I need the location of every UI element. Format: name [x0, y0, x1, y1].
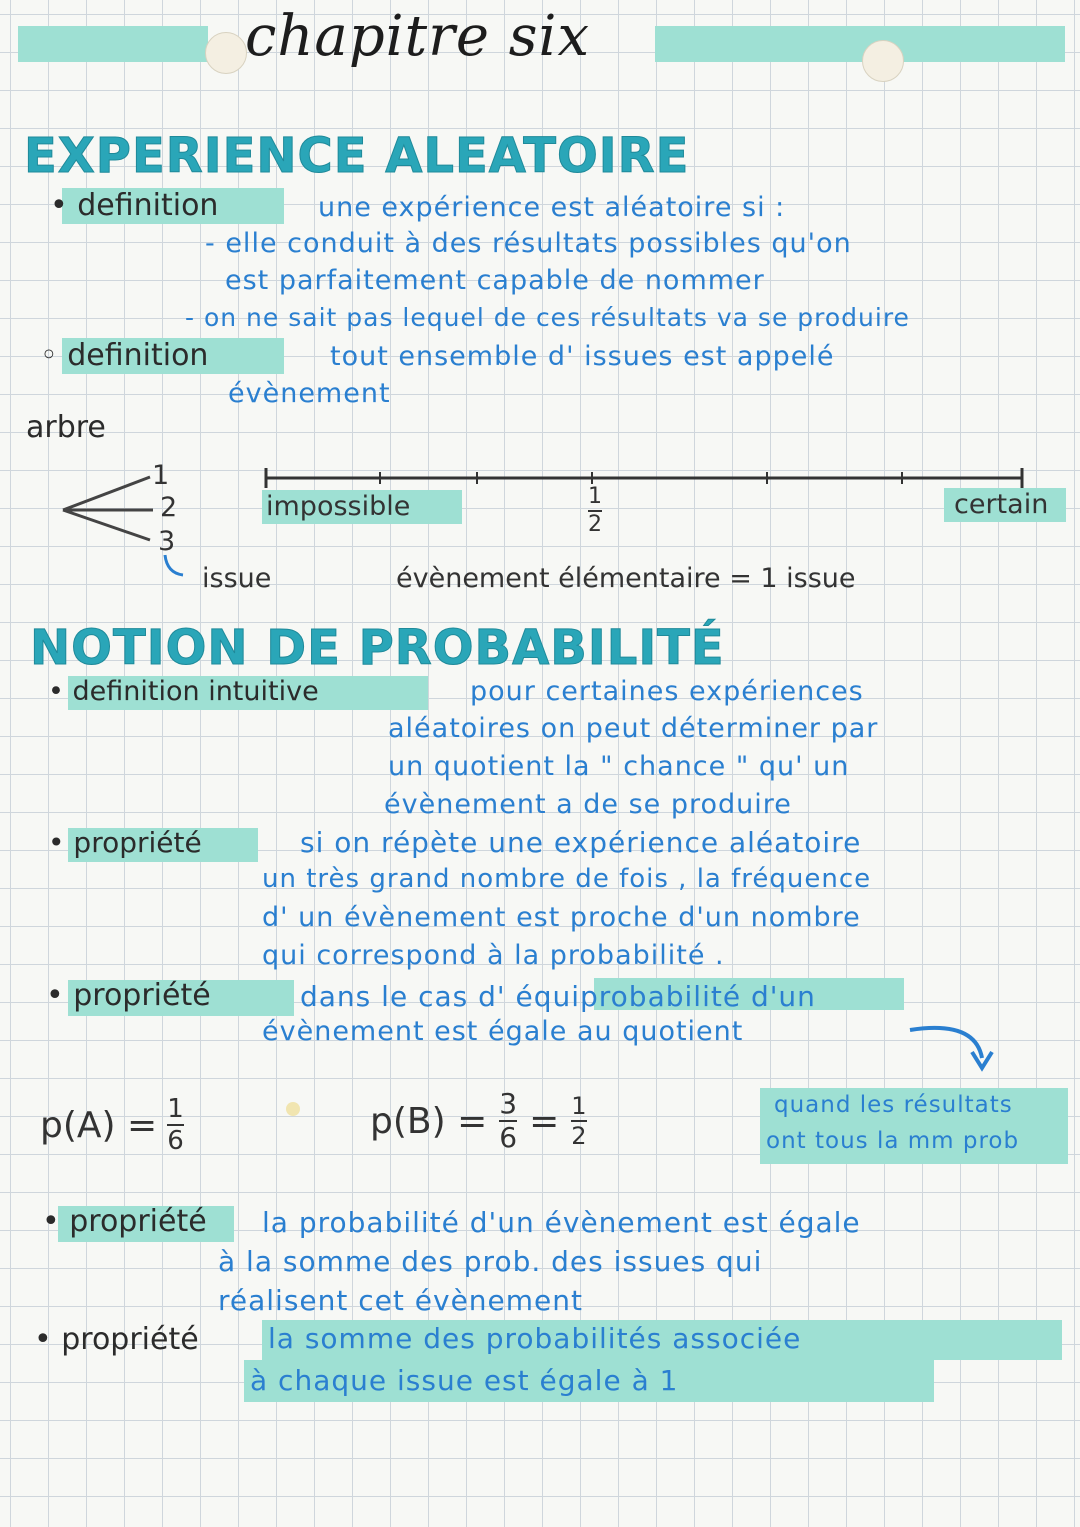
- prop4-line1: la somme des probabilités associée: [268, 1322, 802, 1355]
- binder-hole-left: [205, 32, 247, 74]
- scale-half-numerator: 1: [588, 484, 602, 509]
- tree-branch-1: 1: [152, 460, 170, 491]
- probability-scale-line: [262, 466, 1032, 490]
- arrow-to-note: [900, 1018, 1000, 1078]
- formula-b-equals: =: [529, 1100, 560, 1142]
- prop1-line3: d' un évènement est proche d'un nombre: [262, 902, 861, 933]
- formula-b-denominator2: 2: [571, 1122, 587, 1150]
- def-intuitive-line1: pour certaines expériences: [470, 676, 864, 707]
- prop1-line2: un très grand nombre de fois , la fréquence: [262, 864, 872, 894]
- scale-certain-label: certain: [954, 489, 1049, 520]
- prop3-line1: la probabilité d'un évènement est égale: [262, 1206, 861, 1239]
- prop1-line4: qui correspond à la probabilité .: [262, 940, 725, 971]
- formula-b-fraction2: [571, 1094, 586, 1148]
- tree-label: arbre: [26, 410, 106, 445]
- def1-label: • definition: [50, 188, 219, 223]
- prop2-line1: dans le cas d' équiprobabilité d'un: [300, 980, 816, 1013]
- formula-b-denominator1: 6: [499, 1121, 518, 1154]
- formula-b-fraction1: [499, 1087, 518, 1154]
- dot-decoration: [286, 1102, 300, 1116]
- formula-a-fraction: [167, 1096, 184, 1154]
- def1-line3: est parfaitement capable de nommer: [225, 265, 765, 296]
- tree-branch-3: 3: [158, 526, 176, 557]
- page-title: chapitre six: [245, 4, 591, 69]
- def1-line2: - elle conduit à des résultats possibles qu'on: [205, 228, 852, 259]
- def-intuitive-line2: aléatoires on peut déterminer par: [388, 713, 879, 744]
- formula-b: [370, 1087, 587, 1154]
- def1-line4: - on ne sait pas lequel de ces résultats va se produire: [185, 303, 910, 332]
- formula-a-numerator: 1: [167, 1094, 184, 1124]
- prop3-line3: réalisent cet évènement: [218, 1284, 584, 1317]
- formula-b-numerator1: 3: [499, 1087, 518, 1120]
- note-line1: quand les résultats: [774, 1092, 1013, 1118]
- title-highlight-left: [18, 26, 208, 62]
- def2-line1: tout ensemble d' issues est appelé: [330, 341, 835, 372]
- def-intuitive-line3: un quotient la " chance " qu' un: [388, 751, 850, 782]
- prop2-line2: évènement est égale au quotient: [262, 1016, 744, 1047]
- formula-b-lhs: p(B) =: [370, 1100, 488, 1142]
- formula-a-denominator: 6: [167, 1126, 184, 1156]
- prop3-line2: à la somme des prob. des issues qui: [218, 1245, 763, 1278]
- def1-line1: une expérience est aléatoire si :: [318, 192, 786, 223]
- prop1-line1: si on répète une expérience aléatoire: [300, 826, 862, 859]
- prop4-line2: à chaque issue est égale à 1: [250, 1364, 679, 1397]
- def2-label: ◦ definition: [40, 338, 209, 373]
- prop4-label: • propriété: [34, 1322, 199, 1357]
- def-intuitive-label: • definition intuitive: [48, 676, 319, 707]
- binder-hole-right: [862, 40, 904, 82]
- prop2-label: • propriété: [46, 978, 211, 1013]
- formula-b-numerator2: 1: [571, 1092, 587, 1120]
- section-heading-probabilite: NOTION DE PROBABILITÉ: [30, 620, 725, 676]
- elementaire-note: évènement élémentaire = 1 issue: [396, 563, 856, 594]
- def-intuitive-line4: évènement a de se produire: [384, 789, 792, 820]
- note-line2: ont tous la mm prob: [766, 1128, 1020, 1154]
- scale-half-denominator: 2: [588, 512, 602, 537]
- title-highlight-right: [655, 26, 1065, 62]
- tree-branch-2: 2: [160, 492, 178, 523]
- def2-line2: évènement: [228, 378, 391, 409]
- formula-a: [40, 1096, 184, 1154]
- tree-issue-label: issue: [202, 563, 272, 594]
- prop1-label: • propriété: [48, 826, 202, 859]
- scale-impossible-label: impossible: [266, 491, 411, 522]
- section-heading-experience: EXPERIENCE ALEATOIRE: [24, 128, 690, 184]
- scale-half-fraction: [588, 486, 602, 536]
- formula-a-lhs: p(A) =: [40, 1104, 158, 1146]
- prop3-label: • propriété: [42, 1204, 207, 1239]
